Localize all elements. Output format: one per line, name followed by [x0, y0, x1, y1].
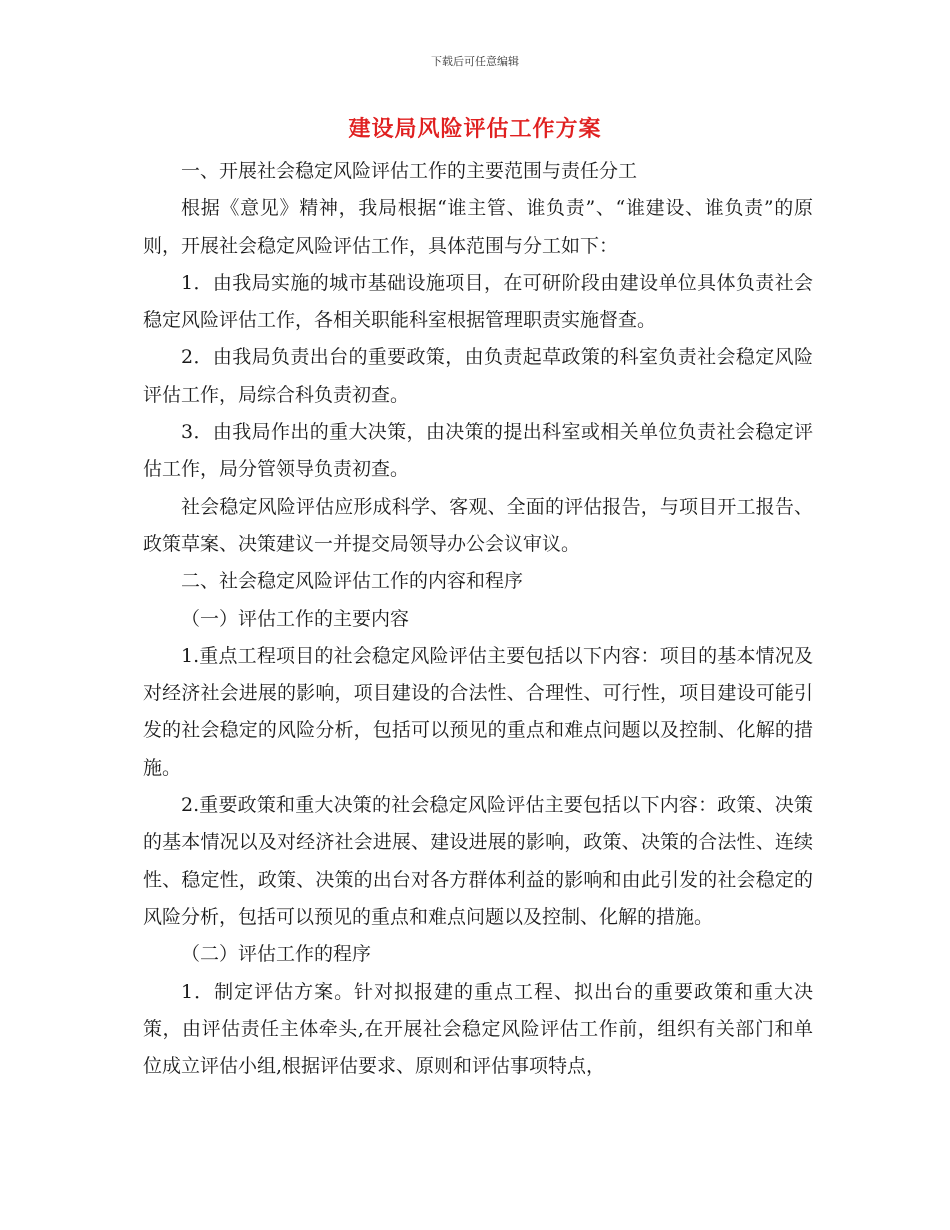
list-item: 1．由我局实施的城市基础设施项目，在可研阶段由建设单位具体负责社会稳定风险评估工作，各相关职能科室根据管理职责实施督查。	[143, 271, 813, 332]
subsection-heading: （一）评估工作的主要内容	[181, 607, 410, 630]
section-heading-1: 一、开展社会稳定风险评估工作的主要范围与责任分工	[181, 160, 638, 182]
paragraph: 根据《意见》精神，我局根据“谁主管、谁负责”、“谁建设、谁负责”的原则，开展社会稳定风险评估工作，具体范围与分工如下：	[143, 197, 813, 257]
list-item: 1．制定评估方案。针对拟报建的重点工程、拟出台的重要政策和重大决策，由评估责任主体牵头,在开展社会稳定风险评估工作前，组织有关部门和单位成立评估小组,根据评估要求、原则和评估事项特点，	[143, 980, 813, 1078]
section-heading-2: 二、社会稳定风险评估工作的内容和程序	[181, 570, 524, 593]
document-title: 建设局风险评估工作方案	[348, 116, 602, 142]
header-note: 下载后可任意编辑	[431, 55, 519, 68]
document-body	[143, 153, 813, 1085]
list-item: 2.重要政策和重大决策的社会稳定风险评估主要包括以下内容：政策、决策的基本情况以及对经济社会进展、建设进展的影响，政策、决策的合法性、连续性、稳定性，政策、决策的出台对各方群体利益的影响和由此引发的社会稳定的风险分析，包括可以预见的重点和难点问题以及控制、化解的措施。	[143, 794, 813, 928]
subsection-heading: （二）评估工作的程序	[181, 943, 372, 966]
list-item: 2．由我局负责出台的重要政策，由负责起草政策的科室负责社会稳定风险评估工作，局综合科负责初查。	[143, 346, 813, 406]
list-item: 1.重点工程项目的社会稳定风险评估主要包括以下内容：项目的基本情况及对经济社会进展的影响，项目建设的合法性、合理性、可行性，项目建设可能引发的社会稳定的风险分析，包括可以预见的重点和难点问题以及控制、化解的措施。	[143, 644, 813, 779]
list-item: 3．由我局作出的重大决策，由决策的提出科室或相关单位负责社会稳定评估工作，局分管领导负责初查。	[143, 421, 813, 481]
paragraph: 社会稳定风险评估应形成科学、客观、全面的评估报告，与项目开工报告、政策草案、决策建议一并提交局领导办公会议审议。	[143, 495, 813, 555]
